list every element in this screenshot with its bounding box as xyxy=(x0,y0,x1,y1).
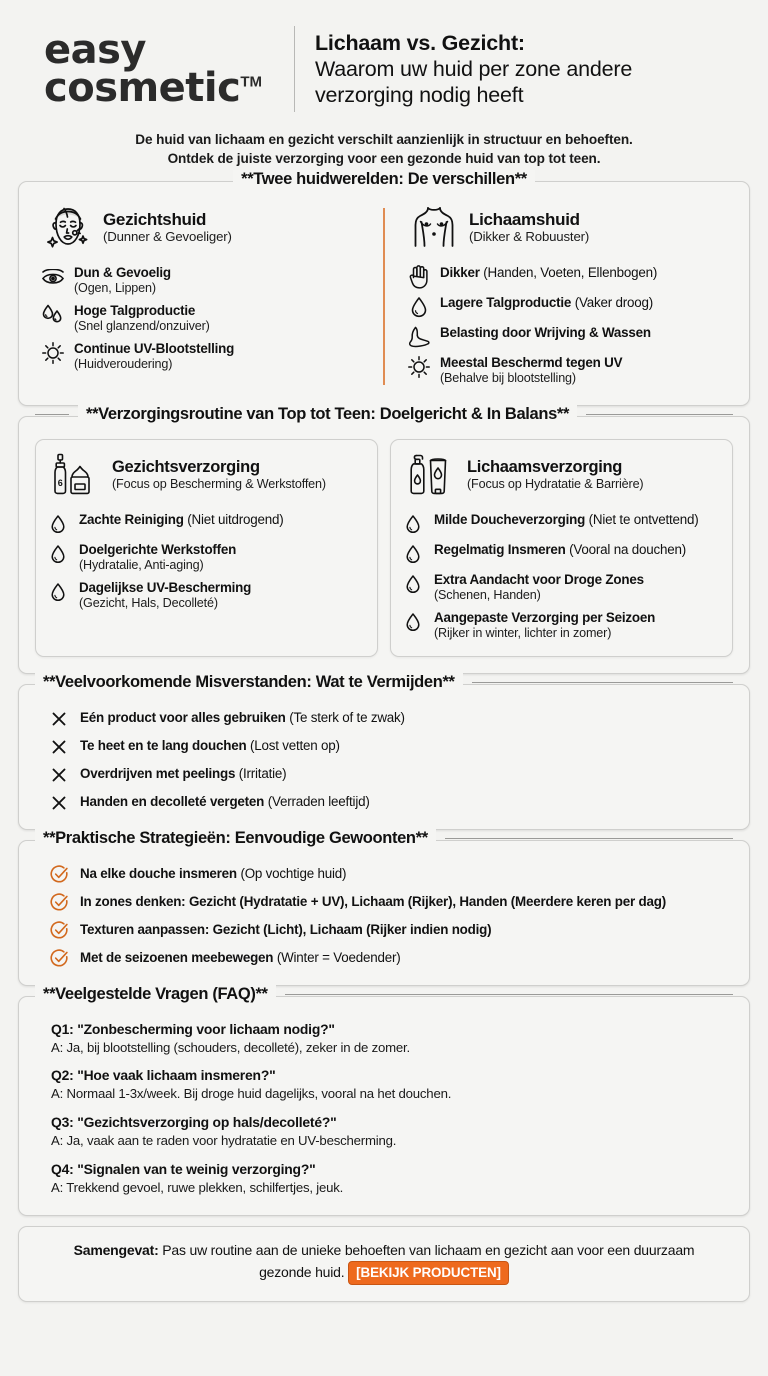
brand-logo-line2 xyxy=(44,65,263,111)
droplet-icon xyxy=(401,572,425,596)
page-title-line2: Waarom uw huid per zone andere xyxy=(315,56,633,81)
face-care-heading: Gezichtsverzorging xyxy=(112,458,260,477)
routine-body-card xyxy=(390,439,733,656)
page-subtitle-line1: De huid van lichaam en gezicht verschilt aanzienlijk in structuur en behoeften. xyxy=(135,132,633,147)
x-icon xyxy=(49,737,69,757)
face-care-list xyxy=(46,508,367,613)
routine-face-card xyxy=(35,439,378,656)
footer-lead: Samengevat: xyxy=(73,1242,159,1259)
list-item-label: Continue UV-Blootstelling xyxy=(74,340,235,356)
list-item-label: Milde Doucheverzorging xyxy=(434,511,586,527)
list-item xyxy=(35,789,733,817)
list-item-detail: (Niet te ontvettend) xyxy=(588,511,699,527)
list-item xyxy=(407,262,727,292)
body-care-header xyxy=(401,452,722,508)
page-subtitle-line2: Ontdek de juiste verzorging voor een gezonde huid van top tot teen. xyxy=(167,151,601,167)
x-icon xyxy=(49,793,69,813)
droplet-icon xyxy=(46,512,70,536)
list-item xyxy=(46,576,367,614)
brand-logo-line2-text: cosmetic xyxy=(44,65,241,111)
droplet-icon xyxy=(401,542,425,566)
page-title-line3: verzorging nodig heeft xyxy=(315,83,524,108)
list-item-label: Eén product voor alles gebruiken xyxy=(80,709,286,725)
eye-icon xyxy=(41,265,65,289)
list-item-label: Extra Aandacht voor Droge Zones xyxy=(434,571,644,587)
faq-answer: A: Trekkend gevoel, ruwe plekken, schilfertjes, jeuk. xyxy=(51,1179,344,1195)
face-care-header xyxy=(46,452,367,508)
faq-answer: A: Ja, bij blootstelling (schouders, decolleté), zeker in de zomer. xyxy=(51,1039,410,1055)
page-title xyxy=(315,30,746,109)
list-item-label: Met de seizoenen meebewegen xyxy=(80,949,274,965)
pump-tube-icon xyxy=(403,452,455,498)
body-feature-list xyxy=(407,262,727,390)
section-strategies xyxy=(18,828,750,986)
list-item-label: Regelmatig Insmeren xyxy=(434,541,566,557)
faq-question: Q3: "Gezichtsverzorging op hals/decolleté?" xyxy=(51,1114,337,1131)
x-icon xyxy=(49,709,69,729)
droplets-icon xyxy=(41,303,65,327)
trademark-icon: TM xyxy=(240,73,263,91)
hand-icon xyxy=(407,265,431,289)
face-column-heading: Gezichtshuid xyxy=(103,209,207,229)
list-item-label: Zachte Reiniging xyxy=(79,511,184,527)
droplet-icon xyxy=(401,610,425,634)
list-item-label: Handen en decolleté vergeten xyxy=(80,793,265,809)
list-item xyxy=(35,945,733,973)
footer-summary xyxy=(18,1226,750,1302)
list-item-label: In zones denken: Gezicht (Hydratatie + UV), Lichaam (Rijker), Handen (Meerdere keren per dag) xyxy=(80,893,666,909)
list-item-label: Meestal Beschermd tegen UV xyxy=(440,355,623,371)
list-item-detail: (Ogen, Lippen) xyxy=(74,281,156,296)
faq-question: Q4: "Signalen van te weinig verzorging?" xyxy=(51,1160,316,1177)
droplet-icon xyxy=(46,580,70,604)
list-item-label: Doelgerichte Werkstoffen xyxy=(79,541,237,557)
column-divider xyxy=(383,208,385,386)
page-title-line1: Lichaam vs. Gezicht: xyxy=(315,30,525,55)
list-item xyxy=(35,705,733,733)
list-item xyxy=(401,538,722,568)
differences-body-column xyxy=(401,204,733,390)
list-item xyxy=(35,917,733,945)
face-care-subheading: (Focus op Bescherming & Werkstoffen) xyxy=(112,477,326,492)
body-care-list xyxy=(401,508,722,643)
body-column-header xyxy=(407,204,727,262)
sun-icon xyxy=(407,355,431,379)
check-circle-icon xyxy=(49,893,69,913)
faq-answer: A: Ja, vaak aan te raden voor hydratatie en UV-bescherming. xyxy=(51,1132,397,1148)
list-item-detail: (Behalve bij blootstelling) xyxy=(440,371,576,386)
sun-icon xyxy=(41,341,65,365)
brand-logo xyxy=(22,26,290,111)
face-column-subheading: (Dunner & Gevoeliger) xyxy=(103,229,232,245)
torso-icon xyxy=(411,204,457,252)
list-item-detail: (Lost vetten op) xyxy=(249,737,340,753)
list-item xyxy=(46,508,367,538)
check-circle-icon xyxy=(49,949,69,969)
list-item-label: Lagere Talgproductie xyxy=(440,295,572,311)
section-strategies-title: **Praktische Strategieën: Eenvoudige Gewoonten** xyxy=(35,829,436,848)
list-item xyxy=(35,861,733,889)
view-products-button[interactable]: [BEKIJK PRODUCTEN] xyxy=(348,1261,509,1285)
mistakes-list xyxy=(35,705,733,817)
list-item-detail: (Schenen, Handen) xyxy=(434,588,541,603)
body-column-heading: Lichaamshuid xyxy=(469,209,580,229)
list-item xyxy=(407,322,727,352)
title-rule-left xyxy=(35,414,69,415)
title-rule-right xyxy=(285,994,733,995)
brand-logo-line1: easy xyxy=(44,26,147,73)
title-rule-right xyxy=(445,838,733,839)
title-rule-right xyxy=(472,682,733,683)
list-item-detail: (Hydratalie, Anti-aging) xyxy=(79,558,204,573)
list-item-detail: (Vooral na douchen) xyxy=(569,541,686,557)
list-item xyxy=(41,262,361,300)
list-item-detail: (Op vochtige huid) xyxy=(240,865,347,881)
droplet-icon xyxy=(407,295,431,319)
list-item xyxy=(401,508,722,538)
section-routine xyxy=(18,405,750,673)
body-care-subheading: (Focus op Hydratatie & Barrière) xyxy=(467,477,644,492)
face-icon xyxy=(45,204,91,252)
face-feature-list xyxy=(41,262,361,375)
title-rule-right xyxy=(586,414,733,415)
faq-item xyxy=(51,1157,733,1204)
list-item xyxy=(35,889,733,917)
list-item-detail: (Huidveroudering) xyxy=(74,356,173,371)
list-item-label: Na elke douche insmeren xyxy=(80,865,237,881)
list-item-detail: (Irritatie) xyxy=(238,765,287,781)
section-faq xyxy=(18,984,750,1217)
list-item-detail: (Snel glanzend/onzuiver) xyxy=(74,319,210,334)
page-header xyxy=(0,0,768,122)
faq-list xyxy=(35,1015,733,1204)
list-item-label: Hoge Talgproductie xyxy=(74,302,196,318)
check-circle-icon xyxy=(49,921,69,941)
body-column-subheading: (Dikker & Robuuster) xyxy=(469,229,590,245)
list-item xyxy=(41,299,361,337)
list-item-label: Texturen aanpassen: Gezicht (Licht), Lichaam (Rijker indien nodig) xyxy=(80,921,492,937)
section-mistakes xyxy=(18,672,750,830)
strategies-list xyxy=(35,861,733,973)
check-circle-icon xyxy=(49,865,69,885)
list-item xyxy=(401,606,722,644)
body-care-heading: Lichaamsverzorging xyxy=(467,458,623,477)
list-item-label: Dikker xyxy=(440,265,480,281)
list-item xyxy=(407,352,727,390)
droplet-icon xyxy=(401,512,425,536)
list-item-detail: (Te sterk of te zwak) xyxy=(289,709,405,725)
list-item-detail: (Vaker droog) xyxy=(574,295,653,311)
list-item-detail: (Rijker in winter, lichter in zomer) xyxy=(434,625,612,640)
differences-face-column xyxy=(35,204,367,390)
droplet-icon xyxy=(46,542,70,566)
faq-answer: A: Normaal 1-3x/week. Bij droge huid dagelijks, vooral na het douchen. xyxy=(51,1086,452,1102)
list-item-label: Belasting door Wrijving & Wassen xyxy=(440,325,651,341)
section-mistakes-title: **Veelvoorkomende Misverstanden: Wat te Vermijden** xyxy=(35,673,463,692)
svg-text:6: 6 xyxy=(57,478,63,489)
list-item-detail: (Gezicht, Hals, Decolleté) xyxy=(79,595,218,610)
list-item-label: Aangepaste Verzorging per Seizoen xyxy=(434,609,656,625)
section-differences-title: **Twee huidwerelden: De verschillen** xyxy=(233,170,535,189)
list-item-label: Dun & Gevoelig xyxy=(74,265,171,281)
list-item-label: Dagelijkse UV-Bescherming xyxy=(79,579,252,595)
faq-item xyxy=(51,1063,733,1110)
faq-item xyxy=(51,1017,733,1064)
list-item xyxy=(41,337,361,375)
serum-jar-icon xyxy=(48,452,100,498)
list-item-label: Te heet en te lang douchen xyxy=(80,737,247,753)
foot-icon xyxy=(407,325,431,349)
list-item xyxy=(407,292,727,322)
x-icon xyxy=(49,765,69,785)
list-item xyxy=(401,568,722,606)
section-routine-title: **Verzorgingsroutine van Top tot Teen: Doelgericht & In Balans** xyxy=(78,405,577,424)
faq-item xyxy=(51,1110,733,1157)
list-item-detail: (Verraden leeftijd) xyxy=(267,793,370,809)
list-item xyxy=(35,733,733,761)
list-item xyxy=(35,761,733,789)
footer-text xyxy=(49,1241,719,1285)
list-item-label: Overdrijven met peelings xyxy=(80,765,236,781)
face-column-header xyxy=(41,204,361,262)
section-differences xyxy=(18,169,750,407)
header-divider xyxy=(294,26,295,112)
section-faq-title: **Veelgestelde Vragen (FAQ)** xyxy=(35,985,276,1004)
faq-question: Q1: "Zonbescherming voor lichaam nodig?" xyxy=(51,1020,335,1037)
list-item xyxy=(46,538,367,576)
faq-question: Q2: "Hoe vaak lichaam insmeren?" xyxy=(51,1067,276,1084)
list-item-detail: (Winter = Voedender) xyxy=(276,949,401,965)
footer-body: Pas uw routine aan de unieke behoeften van lichaam en gezicht aan voor een duurzaam gezonde huid. xyxy=(162,1242,695,1281)
list-item-detail: (Niet uitdrogend) xyxy=(187,511,284,527)
list-item-detail: (Handen, Voeten, Ellenbogen) xyxy=(483,265,658,281)
